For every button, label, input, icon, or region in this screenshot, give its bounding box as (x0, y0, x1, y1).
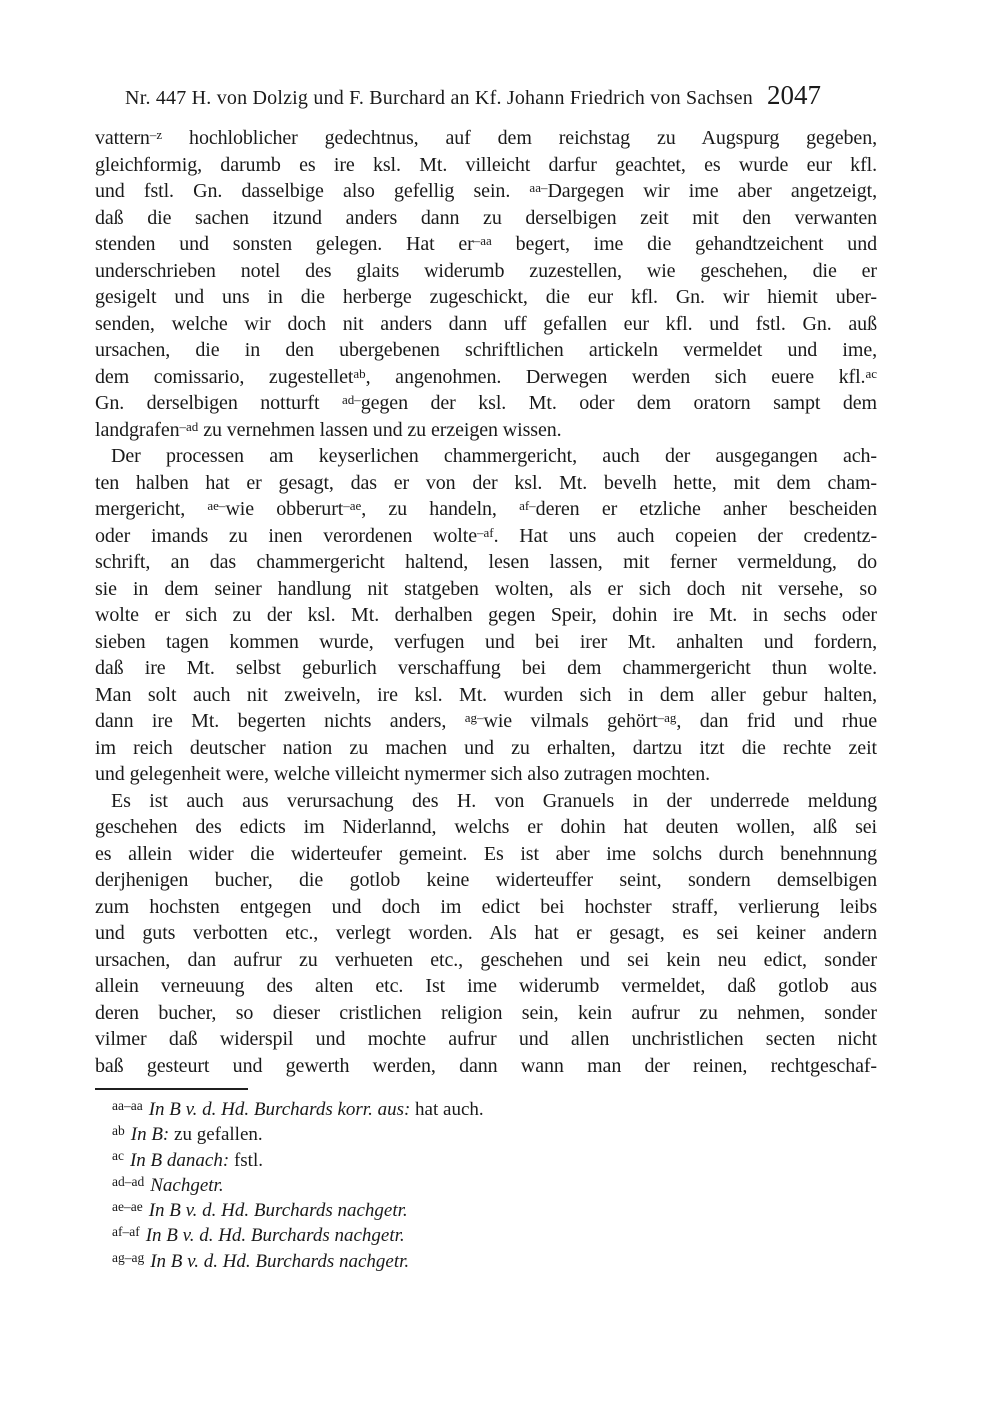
text-line: underschrieben notel des glaits widerumb zuzestellen, wie geschehen, die er (95, 259, 877, 282)
footnote-marker: –z (149, 127, 163, 143)
text-line: zum hochsten entgegen und doch im edict bei hochster straff, verlierung leibs (95, 895, 877, 918)
footnote-marker: –aa (473, 233, 492, 249)
running-head: Nr. 447 H. von Dolzig und F. Burchard an Kf. Johann Friedrich von Sachsen (125, 87, 753, 109)
footnote-text-roman: hat auch. (415, 1099, 484, 1120)
footnote-item (95, 1173, 877, 1198)
text-line: stenden und sonsten gelegen. Hat $er^{-aa}$ begert, ime die gehandtzeichent und (95, 233, 877, 255)
text-line: daß ire Mt. selbst geburlich verschaffung bei dem chammergericht thun wolte. (95, 657, 877, 679)
footnote-marker: –af (476, 524, 494, 540)
text-line: Der processen am keyserlichen chammergericht, auch der ausgegangen ach- (111, 445, 877, 467)
footnote-item (95, 1122, 877, 1147)
body-text (95, 125, 877, 1079)
footnote-marker: ac (865, 365, 877, 381)
footnote-marker: –ae (343, 498, 362, 514)
text-line: dem comissario, zugestellet$^{ab}$, angenohmen. Derwegen werden sich euere kfl.$^{ac}$ (95, 365, 877, 388)
footnote-text-italic: In B v. d. Hd. Burchards nachgetr. (145, 1225, 405, 1247)
text-line: baß gesteurt und gewerth werden, dann wann man der reinen, rechtgeschaf- (95, 1054, 877, 1077)
text-line: schrift, an das chammergericht haltend, lesen lassen, mit ferner vermeldung, do (95, 551, 877, 573)
text-line: ten halben hat er gesagt, das er von der ksl. Mt. bevelh hette, mit dem cham- (95, 471, 877, 494)
footnote-text-italic: In B v. d. Hd. Burchards korr. aus: (148, 1099, 411, 1120)
footnote-marker: ab (353, 365, 366, 381)
footnote-separator (95, 1088, 248, 1090)
text-line: und gelegenheit were, welche villeicht nymermer sich also zutragen mochten. (95, 763, 711, 785)
footnote-item (95, 1198, 877, 1223)
footnote-sigla: ac (112, 1148, 124, 1164)
footnote-item (95, 1097, 877, 1122)
footnote-item (95, 1249, 877, 1274)
text-line: und guts verbotten etc., verlegt worden. Als hat er gesagt, es sei keiner andern (95, 922, 877, 944)
footnote-text-italic: Nachgetr. (150, 1174, 224, 1196)
footnote-text-italic: In B danach: (129, 1149, 230, 1171)
footnote-marker: ag– (464, 710, 484, 726)
text-line: wolte er sich zu der ksl. Mt. derhalben gegen Speir, dohin ire Mt. in sechs oder (95, 604, 877, 626)
footnote-sigla: ag–ag (112, 1249, 145, 1265)
text-line: Man solt auch nit zweiveln, ire ksl. Mt. wurden sich in dem aller gebur halten, (95, 683, 877, 706)
footnotes (95, 1097, 877, 1274)
footnote-marker: ad– (341, 392, 361, 408)
footnote-text-roman: fstl. (233, 1149, 263, 1171)
text-line: deren bucher, so dieser cristlichen religion sein, kein aufrur zu nehmen, sonder (95, 1001, 877, 1024)
footnote-text-italic: In B: (130, 1124, 170, 1146)
footnote-marker: af– (519, 498, 536, 514)
text-line: Gn. derselbigen notturft $^{ad-}$gegen der ksl. Mt. oder dem oratorn sampt dem (95, 392, 877, 414)
text-line: im reich deutscher nation zu machen und zu erhalten, dartzu itzt die rechte zeit (95, 736, 877, 759)
text-line: sie in dem seiner handlung nit statgeben wolten, als er sich doch nit versehe, so (95, 577, 877, 600)
footnote-item (95, 1148, 877, 1173)
footnote-item (95, 1223, 877, 1248)
text-column (95, 82, 877, 1274)
footnote-marker: –ag (657, 710, 677, 726)
text-line: gesigelt und uns in die herberge zugeschickt, die eur kfl. Gn. wir hiemit uber- (95, 286, 877, 308)
running-head-row (95, 82, 877, 111)
text-line: vattern$^{-z}$ hochloblicher gedechtnus, auf dem reichstag zu Augspurg gegeben, (95, 127, 877, 149)
text-line: vilmer daß widerspil und mochte aufrur und allen unchristlichen secten nicht (95, 1028, 877, 1050)
footnote-sigla: ab (112, 1123, 125, 1139)
footnote-sigla: af–af (112, 1224, 140, 1240)
text-line: allein verneuung des alten etc. Ist ime widerumb vermeldet, daß gotlob aus (95, 975, 877, 997)
footnote-text-roman: zu gefallen. (174, 1124, 263, 1146)
text-line: senden, welche wir doch nit anders dann uff gefallen eur kfl. und fstl. Gn. auß (95, 312, 877, 335)
footnote-marker: ae– (207, 498, 226, 514)
page-number: 2047 (766, 80, 821, 110)
text-line: und fstl. Gn. dasselbige also gefellig sein. $^{aa-}$Dargegen wir ime aber angetzeigt, (95, 180, 877, 202)
footnote-text-italic: In B v. d. Hd. Burchards nachgetr. (150, 1250, 410, 1272)
text-line: sieben tagen kommen wurde, verfugen und bei irer Mt. anhalten und fordern, (95, 630, 877, 653)
text-line: landgrafen$^{-ad}$ zu vernehmen lassen und zu erzeigen wissen. (95, 418, 562, 441)
footnote-sigla: ae–ae (112, 1199, 143, 1215)
text-line: daß die sachen itzund anders dann zu derselbigen zeit mit den verwanten (95, 206, 877, 229)
text-line: Es ist auch aus verursachung des H. von Granuels in der underrede meldung (111, 789, 877, 812)
footnote-sigla: aa–aa (112, 1097, 143, 1113)
text-line: gleichformig, darumb es ire ksl. Mt. villeicht darfur geachtet, es wurde eur kfl. (95, 153, 877, 176)
text-line: es allein wider die widerteufer gemeint. Es ist aber ime solchs durch benehnnung (95, 842, 877, 865)
footnote-marker: –ad (179, 418, 199, 434)
text-line: ursachen, die in den ubergebenen schriftlichen artickeln vermeldet und ime, (95, 339, 877, 361)
text-line: ursachen, dan aufrur zu verhueten etc., geschehen und sei kein neu edict, sonder (95, 948, 877, 971)
footnote-text-italic: In B v. d. Hd. Burchards nachgetr. (148, 1200, 408, 1222)
footnote-marker: aa– (529, 180, 548, 196)
text-line: mergericht, $^{ae-}$wie obberurt$^{-ae}$, zu handeln, $^{af-}$deren er etzliche anher bescheiden (95, 498, 877, 520)
text-line: oder imands zu inen verordenen wolte$^{-af}$. Hat uns auch copeien der credentz- (95, 524, 877, 547)
text-line: dann ire Mt. begerten nichts anders, $^{ag-}$wie vilmals gehört$^{-ag}$, dan frid und rhue (95, 710, 877, 732)
text-line: geschehen des edicts im Niderlannd, welchs er dohin hat deuten wollen, alß sei (95, 816, 877, 838)
text-line: derjhenigen bucher, die gotlob keine widerteuffer seint, sondern demselbigen (95, 869, 877, 891)
footnote-sigla: ad–ad (112, 1173, 145, 1189)
